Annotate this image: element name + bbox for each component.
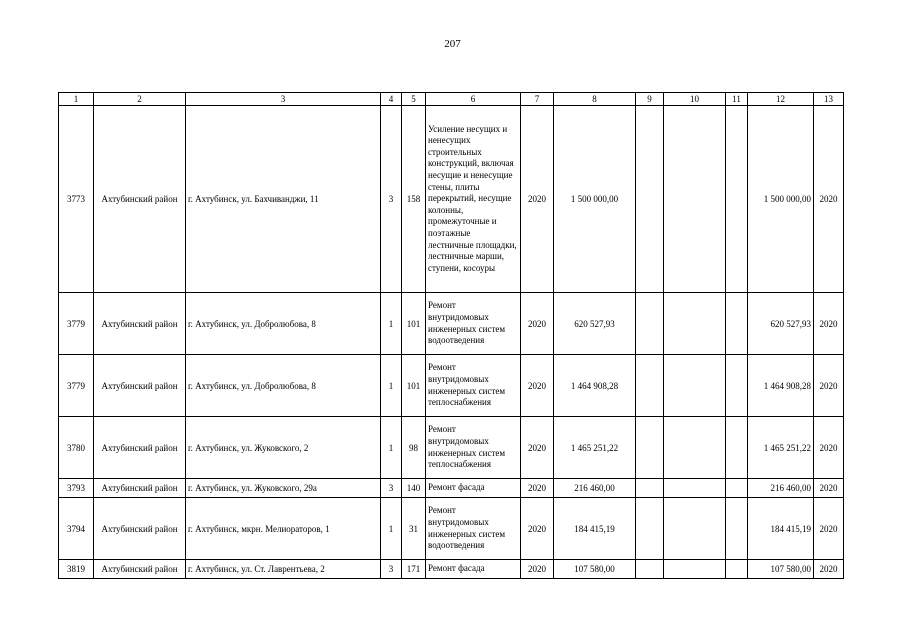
col9-cell	[636, 560, 664, 579]
col4-cell: 1	[381, 355, 402, 417]
district-cell: Ахтубинский район	[94, 417, 186, 479]
total-cost-cell: 1 464 908,28	[748, 355, 814, 417]
address-cell: г. Ахтубинск, ул. Добролюбова, 8	[186, 293, 381, 355]
total-cost-cell: 107 580,00	[748, 560, 814, 579]
col9-cell	[636, 417, 664, 479]
col9-cell	[636, 355, 664, 417]
work-type-cell: Ремонт внутридомовых инженерных систем теплоснабжения	[426, 417, 521, 479]
col11-cell	[726, 106, 748, 293]
work-type-cell: Ремонт внутридомовых инженерных систем теплоснабжения	[426, 355, 521, 417]
year-cell: 2020	[521, 498, 554, 560]
column-header: 4	[381, 93, 402, 106]
cost-cell: 1 464 908,28	[554, 355, 636, 417]
address-cell: г. Ахтубинск, ул. Бахчиванджи, 11	[186, 106, 381, 293]
table-header-row	[59, 93, 844, 106]
work-type-cell: Ремонт внутридомовых инженерных систем водоотведения	[426, 293, 521, 355]
completion-year-cell: 2020	[814, 355, 844, 417]
year-cell: 2020	[521, 560, 554, 579]
col9-cell	[636, 293, 664, 355]
total-cost-cell: 1 500 000,00	[748, 106, 814, 293]
work-type-cell: Ремонт внутридомовых инженерных систем водоотведения	[426, 498, 521, 560]
table-row	[59, 498, 844, 560]
row-number: 3779	[59, 293, 94, 355]
column-header: 10	[664, 93, 726, 106]
district-cell: Ахтубинский район	[94, 560, 186, 579]
col5-cell: 101	[402, 293, 426, 355]
row-number: 3819	[59, 560, 94, 579]
year-cell: 2020	[521, 355, 554, 417]
col11-cell	[726, 560, 748, 579]
cost-cell: 216 460,00	[554, 479, 636, 498]
year-cell: 2020	[521, 293, 554, 355]
work-type-cell: Ремонт фасада	[426, 479, 521, 498]
column-header: 6	[426, 93, 521, 106]
col11-cell	[726, 355, 748, 417]
cost-cell: 620 527,93	[554, 293, 636, 355]
district-cell: Ахтубинский район	[94, 479, 186, 498]
col10-cell	[664, 560, 726, 579]
col5-cell: 140	[402, 479, 426, 498]
col9-cell	[636, 498, 664, 560]
completion-year-cell: 2020	[814, 106, 844, 293]
cost-cell: 1 500 000,00	[554, 106, 636, 293]
cost-cell: 1 465 251,22	[554, 417, 636, 479]
col5-cell: 31	[402, 498, 426, 560]
year-cell: 2020	[521, 417, 554, 479]
address-cell: г. Ахтубинск, ул. Жуковского, 2	[186, 417, 381, 479]
table-row	[59, 479, 844, 498]
completion-year-cell: 2020	[814, 293, 844, 355]
col4-cell: 3	[381, 106, 402, 293]
table-row	[59, 293, 844, 355]
total-cost-cell: 184 415,19	[748, 498, 814, 560]
district-cell: Ахтубинский район	[94, 293, 186, 355]
col4-cell: 1	[381, 293, 402, 355]
address-cell: г. Ахтубинск, ул. Ст. Лаврентьева, 2	[186, 560, 381, 579]
col10-cell	[664, 355, 726, 417]
completion-year-cell: 2020	[814, 417, 844, 479]
col4-cell: 3	[381, 560, 402, 579]
col10-cell	[664, 417, 726, 479]
page-number: 207	[444, 38, 461, 50]
year-cell: 2020	[521, 479, 554, 498]
completion-year-cell: 2020	[814, 560, 844, 579]
address-cell: г. Ахтубинск, ул. Добролюбова, 8	[186, 355, 381, 417]
table-row	[59, 560, 844, 579]
year-cell: 2020	[521, 106, 554, 293]
cost-cell: 184 415,19	[554, 498, 636, 560]
col10-cell	[664, 479, 726, 498]
col4-cell: 3	[381, 479, 402, 498]
district-cell: Ахтубинский район	[94, 106, 186, 293]
table-row	[59, 355, 844, 417]
row-number: 3779	[59, 355, 94, 417]
program-table	[58, 92, 844, 579]
row-number: 3794	[59, 498, 94, 560]
column-header: 3	[186, 93, 381, 106]
address-cell: г. Ахтубинск, ул. Жуковского, 29а	[186, 479, 381, 498]
row-number: 3773	[59, 106, 94, 293]
column-header: 8	[554, 93, 636, 106]
completion-year-cell: 2020	[814, 498, 844, 560]
work-type-cell: Усиление несущих и ненесущих строительных конструкций, включая несущие и ненесущие стены, плиты перекрытий, несущие колонны, промежуточные и поэтажные лестничные площадки, лестничные марши, ступени, косоуры	[426, 106, 521, 293]
district-cell: Ахтубинский район	[94, 355, 186, 417]
row-number: 3780	[59, 417, 94, 479]
col11-cell	[726, 293, 748, 355]
column-header: 11	[726, 93, 748, 106]
col9-cell	[636, 479, 664, 498]
col5-cell: 158	[402, 106, 426, 293]
column-header: 9	[636, 93, 664, 106]
cost-cell: 107 580,00	[554, 560, 636, 579]
col11-cell	[726, 417, 748, 479]
col5-cell: 98	[402, 417, 426, 479]
table-row	[59, 106, 844, 293]
table-row	[59, 417, 844, 479]
total-cost-cell: 620 527,93	[748, 293, 814, 355]
completion-year-cell: 2020	[814, 479, 844, 498]
col9-cell	[636, 106, 664, 293]
work-type-cell: Ремонт фасада	[426, 560, 521, 579]
total-cost-cell: 1 465 251,22	[748, 417, 814, 479]
col5-cell: 171	[402, 560, 426, 579]
column-header: 1	[59, 93, 94, 106]
col4-cell: 1	[381, 417, 402, 479]
col5-cell: 101	[402, 355, 426, 417]
address-cell: г. Ахтубинск, мкрн. Мелиораторов, 1	[186, 498, 381, 560]
column-header: 12	[748, 93, 814, 106]
total-cost-cell: 216 460,00	[748, 479, 814, 498]
col10-cell	[664, 106, 726, 293]
col10-cell	[664, 498, 726, 560]
column-header: 13	[814, 93, 844, 106]
column-header: 5	[402, 93, 426, 106]
column-header: 7	[521, 93, 554, 106]
row-number: 3793	[59, 479, 94, 498]
col4-cell: 1	[381, 498, 402, 560]
column-header: 2	[94, 93, 186, 106]
district-cell: Ахтубинский район	[94, 498, 186, 560]
col10-cell	[664, 293, 726, 355]
col11-cell	[726, 479, 748, 498]
col11-cell	[726, 498, 748, 560]
